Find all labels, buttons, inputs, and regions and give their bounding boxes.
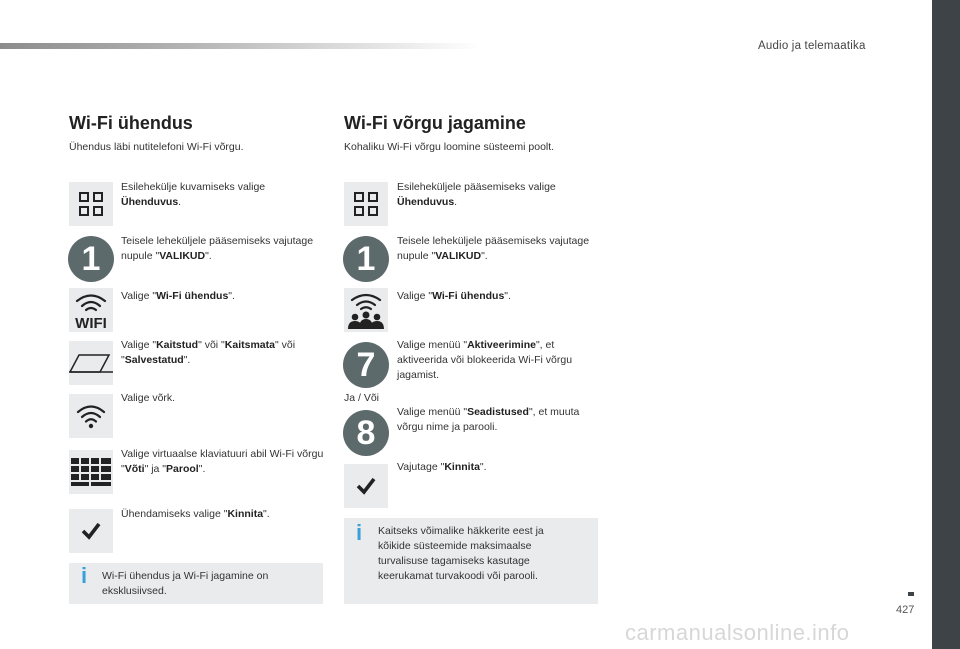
right-step-4: Valige menüü "Aktiveerimine", et aktiveerida või blokeerida Wi-Fi võrgu jagamist.: [397, 339, 573, 381]
svg-text:WIFI: WIFI: [75, 315, 107, 331]
left-title: Wi-Fi ühendus: [69, 113, 193, 133]
check-icon: [344, 464, 388, 508]
and-or-label: Ja / Või: [344, 392, 380, 404]
left-step-1: Esilehekülje kuvamiseks valige Ühenduvus.: [121, 181, 266, 208]
right-subtitle: Kohaliku Wi-Fi võrgu loomine süsteemi poolt.: [344, 141, 555, 153]
step-number-8: 8: [343, 410, 389, 456]
grid-icon: [344, 182, 388, 226]
right-step-3: Valige "Wi-Fi ühendus".: [397, 290, 511, 302]
right-info-box: [344, 518, 598, 604]
info-icon: i: [356, 520, 363, 545]
right-step-6: Vajutage "Kinnita".: [397, 461, 487, 473]
step-number-7: 7: [343, 342, 389, 388]
keyboard-icon: [69, 450, 113, 494]
left-step-6: Valige virtuaalse klaviatuuri abil Wi-Fi võrgu "Võti" ja "Parool".: [121, 448, 324, 475]
header-gradient-bar: [0, 43, 480, 49]
grid-icon: [69, 182, 113, 226]
left-info-text: Wi-Fi ühendus ja Wi-Fi jagamine on eksklusiivsed.: [102, 570, 269, 597]
left-step-3: Valige "Wi-Fi ühendus".: [121, 290, 235, 302]
section-title: Audio ja telemaatika: [758, 40, 866, 52]
check-icon: [69, 509, 113, 553]
left-info-box: [69, 563, 323, 604]
step-number-1: 1: [343, 236, 389, 282]
right-step-2: Teisele leheküljele pääsemiseks vajutage nupule "VALIKUD".: [397, 235, 590, 262]
page-marker: [908, 592, 914, 596]
left-step-5: Valige võrk.: [121, 392, 176, 404]
tab-shape-icon: [69, 341, 113, 385]
left-step-2: Teisele leheküljele pääsemiseks vajutage nupule "VALIKUD".: [121, 235, 314, 262]
left-step-7: Ühendamiseks valige "Kinnita".: [121, 508, 270, 520]
info-icon: i: [81, 563, 88, 588]
wifi-icon: [69, 394, 113, 438]
left-subtitle: Ühendus läbi nutitelefoni Wi-Fi võrgu.: [69, 141, 244, 153]
left-step-4: Valige "Kaitstud" või "Kaitsmata" või "Salvestatud".: [121, 339, 296, 366]
side-tab-bar: [932, 0, 960, 649]
watermark: carmanualsonline.info: [625, 620, 850, 645]
step-number-1: 1: [68, 236, 114, 282]
right-title: Wi-Fi võrgu jagamine: [344, 113, 526, 133]
page-number: 427: [896, 604, 915, 616]
wifi-people-icon: [344, 288, 388, 332]
wifi-label-icon: [69, 288, 113, 332]
right-step-5: Valige menüü "Seadistused", et muuta võrgu nime ja parooli.: [397, 406, 580, 433]
right-step-1: Esileheküljele pääsemiseks valige Ühenduvus.: [397, 181, 556, 208]
right-info-text: Kaitseks võimalike häkkerite eest ja kõikide süsteemide maksimaalse turvalisuse tagamiseks kasutage keerukamat turvakoodi või parooli.: [378, 525, 544, 582]
